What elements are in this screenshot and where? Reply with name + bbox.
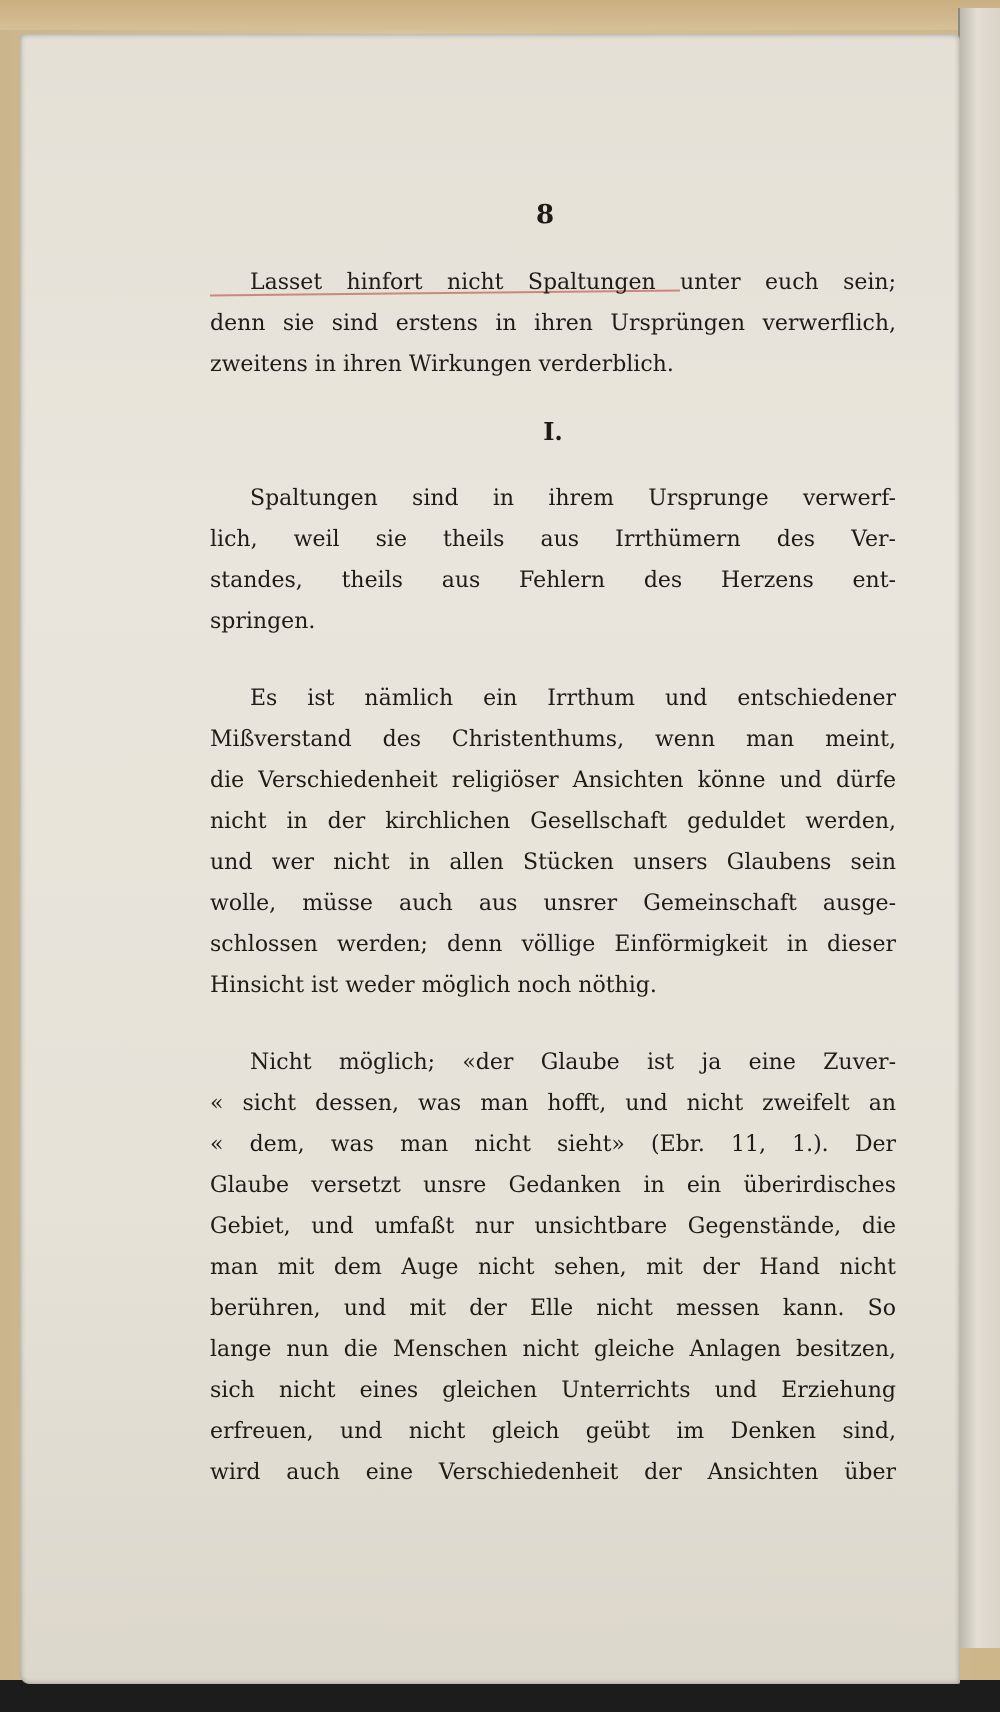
book-top-edge [0, 0, 1000, 30]
text-line: und wer nicht in allen Stücken unsers Glaubens sein [210, 850, 896, 875]
text-line: Nicht möglich; «der Glaube ist ja eine Zuver- [250, 1050, 896, 1075]
scan-bottom-border [0, 1680, 1000, 1712]
text-line: wolle, müsse auch aus unsrer Gemeinschaft ausge- [210, 891, 896, 916]
text-line: erfreuen, und nicht gleich geübt im Denken sind, [210, 1419, 896, 1444]
text-line: lange nun die Menschen nicht gleiche Anlagen besitzen, [210, 1337, 896, 1362]
intro-paragraph [210, 262, 896, 385]
text-line: sich nicht eines gleichen Unterrichts und Erziehung [210, 1378, 896, 1403]
text-line: nicht in der kirchlichen Gesellschaft geduldet werden, [210, 809, 896, 834]
page-text [210, 262, 896, 1493]
text-line: man mit dem Auge nicht sehen, mit der Hand nicht [210, 1255, 896, 1280]
text-line: berühren, und mit der Elle nicht messen kann. So [210, 1296, 896, 1321]
text-line: « dem, was man nicht sieht» (Ebr. 11, 1.). Der [210, 1132, 896, 1157]
text-line: Glaube versetzt unsre Gedanken in ein überirdisches [210, 1173, 896, 1198]
text-line: zweitens in ihren Wirkungen verderblich. [210, 352, 674, 377]
page-number: 8 [535, 200, 555, 230]
text-line: wird auch eine Verschiedenheit der Ansichten über [210, 1460, 896, 1485]
section-summary [210, 478, 896, 642]
section-heading: I. [543, 417, 563, 446]
text-line: Hinsicht ist weder möglich noch nöthig. [210, 973, 657, 998]
text-line: springen. [210, 609, 316, 634]
text-line: Gebiet, und umfaßt nur unsichtbare Gegenstände, die [210, 1214, 896, 1239]
text-line: Es ist nämlich ein Irrthum und entschiedener [250, 686, 896, 711]
text-line: Lasset hinfort nicht Spaltungen unter euch sein; [250, 270, 896, 295]
text-line: schlossen werden; denn völlige Einförmigkeit in dieser [210, 932, 896, 957]
text-line: denn sie sind erstens in ihren Ursprüngen verwerflich, [210, 311, 896, 336]
paragraph-2 [210, 1042, 896, 1493]
paragraph-1 [210, 678, 896, 1006]
text-line: standes, theils aus Fehlern des Herzens ent- [210, 568, 896, 593]
text-line: Spaltungen sind in ihrem Ursprunge verwerf- [250, 486, 896, 511]
text-line: « sicht dessen, was man hofft, und nicht zweifelt an [210, 1091, 896, 1116]
text-line: Mißverstand des Christenthums, wenn man meint, [210, 727, 896, 752]
next-page-edge [958, 8, 1000, 1648]
text-line: lich, weil sie theils aus Irrthümern des Ver- [210, 527, 896, 552]
text-line: die Verschiedenheit religiöser Ansichten könne und dürfe [210, 768, 896, 793]
